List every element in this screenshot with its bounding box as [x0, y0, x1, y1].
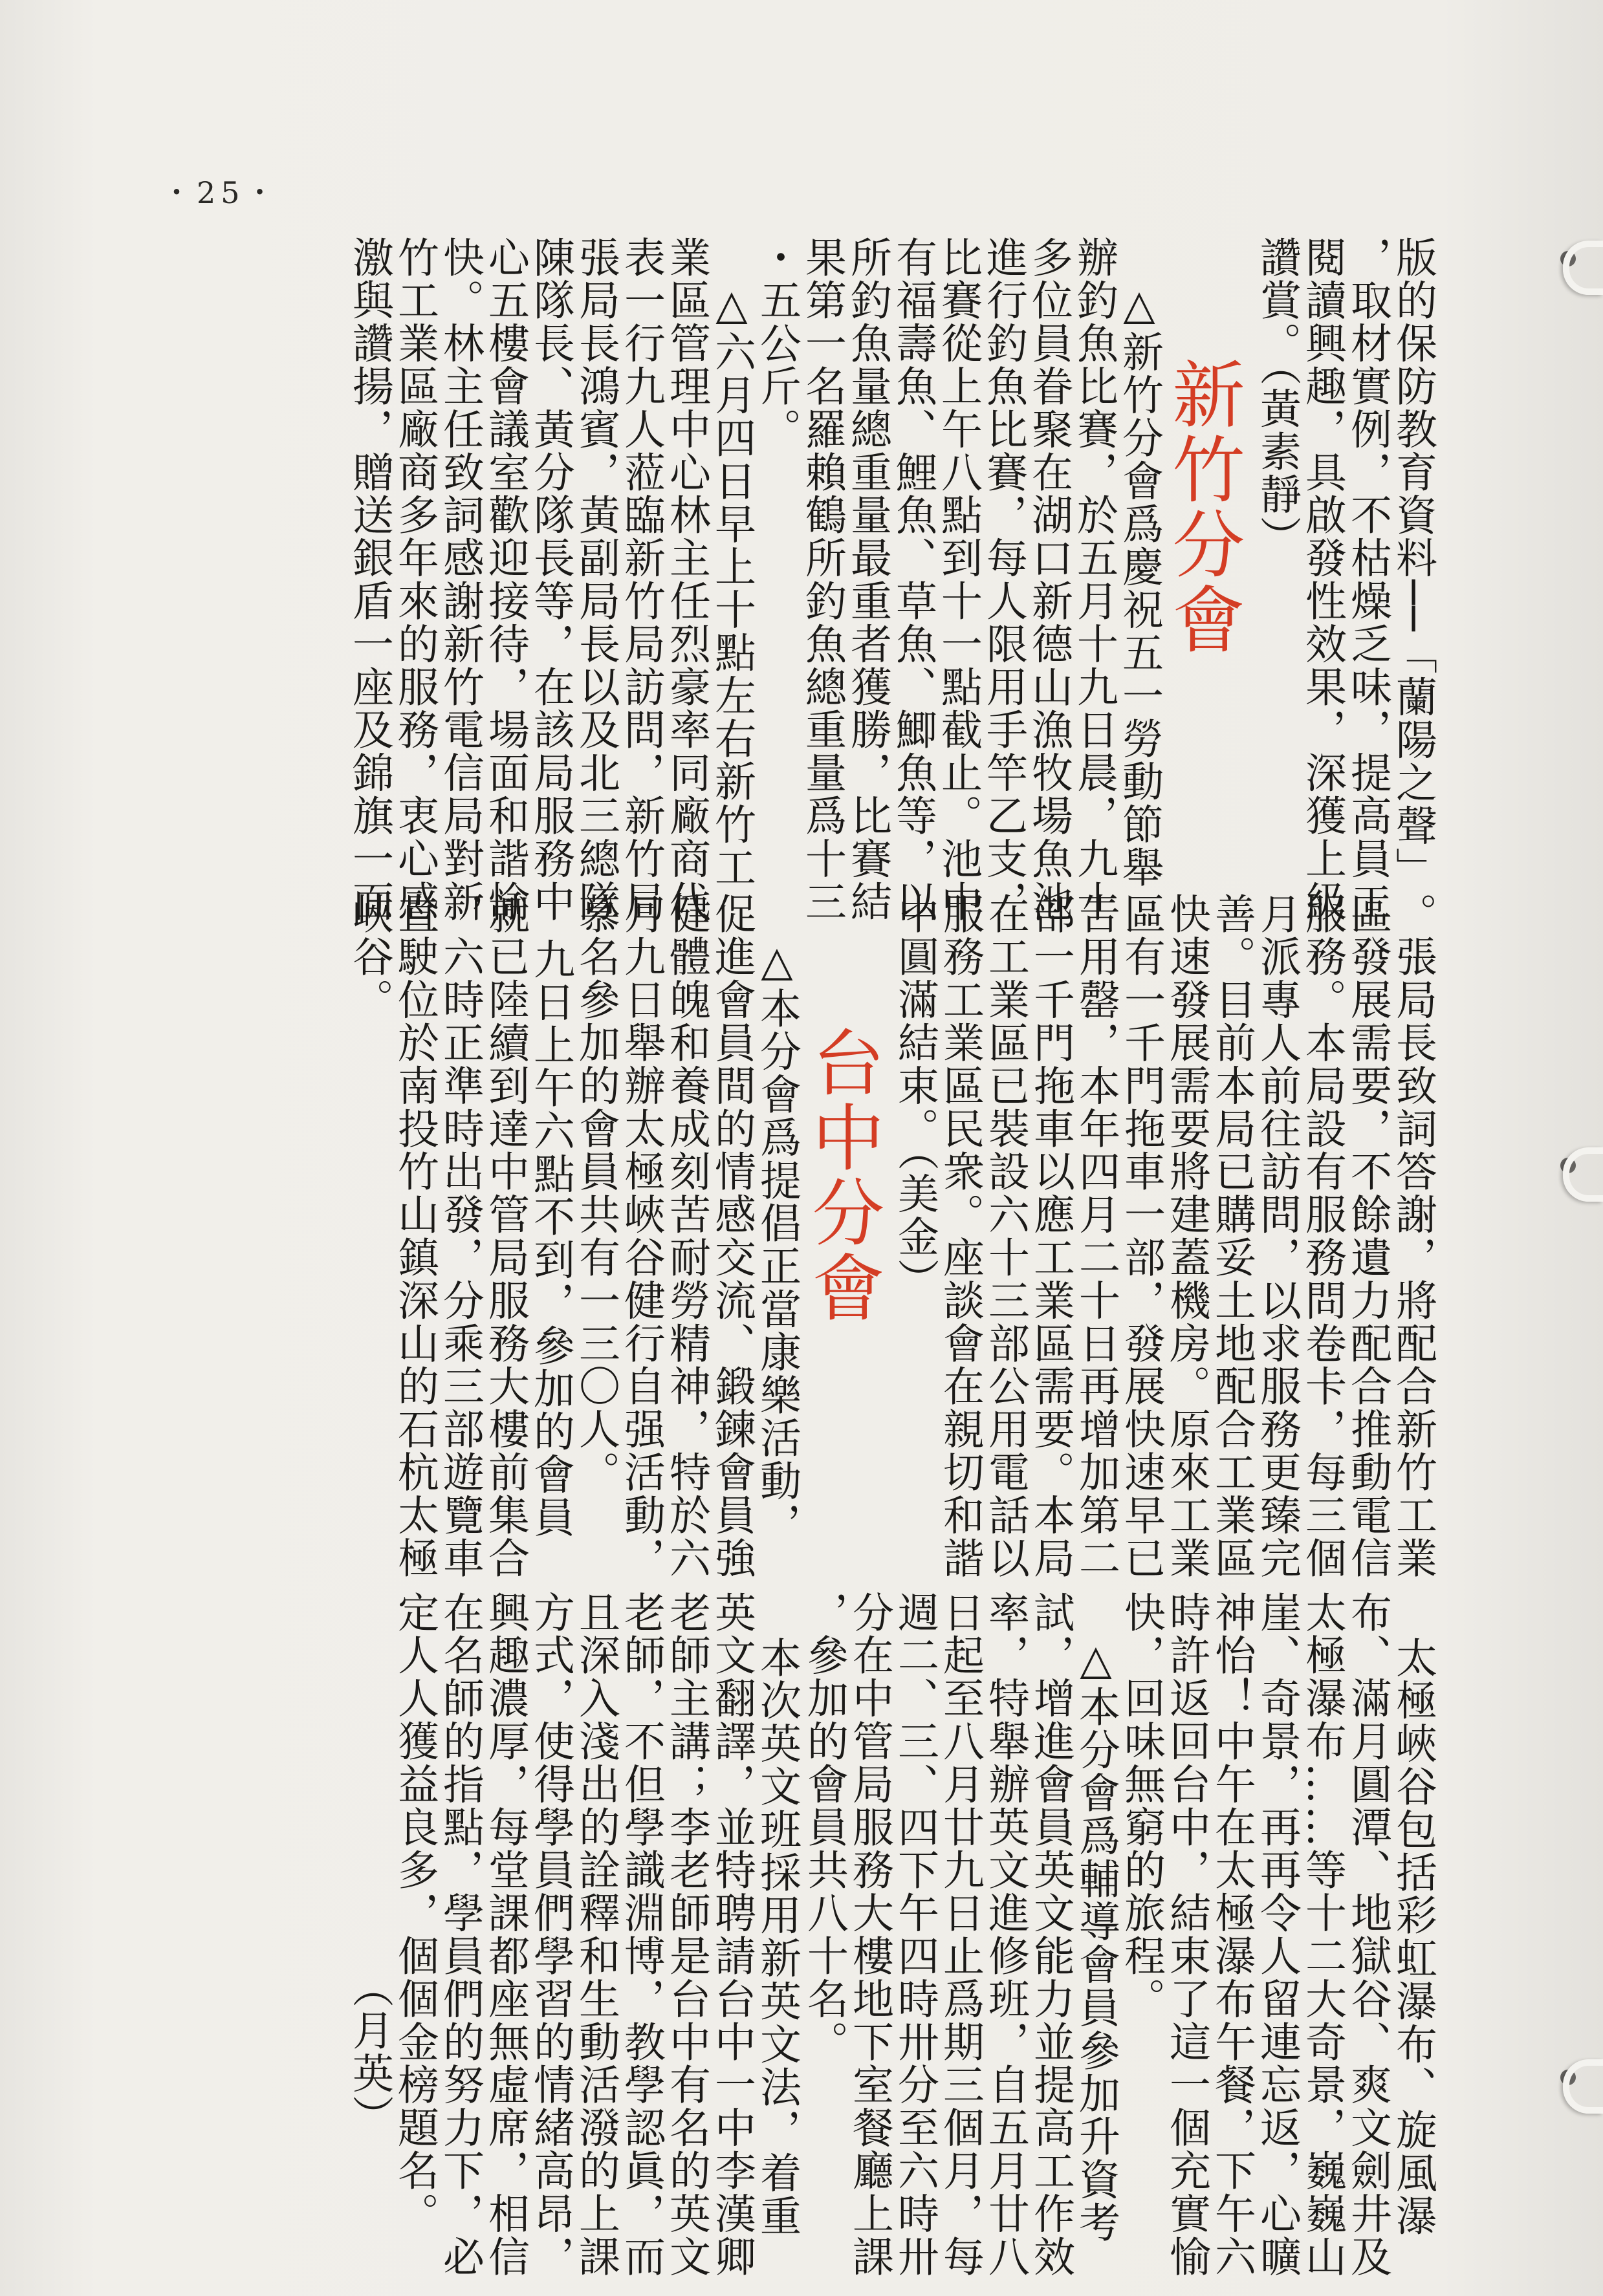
text-column: 所釣魚量總重量最重者獲勝，比賽結: [844, 236, 891, 924]
text-column: 果第一名羅賴鶴所釣魚總重量爲十三: [798, 236, 846, 924]
text-column: 率，特舉辦英文進修班，自五月廿八: [981, 1591, 1029, 2279]
text-column: ，取材實例，不枯燥乏味，提高員工: [1344, 236, 1391, 924]
text-column: 月九日舉辦太極峽谷健行自强活動，: [617, 893, 665, 1580]
text-column: 九日上午六點不到，參加的會員: [527, 938, 574, 1539]
text-column: 服務。本局設有服務問卷卡，每三個: [1298, 893, 1346, 1580]
text-column: △本分會爲輔導會員參加升資考: [1072, 1636, 1120, 2244]
text-column: 方式，使得學員們學習的情緒高昂，: [527, 1591, 574, 2279]
text-column: 太極峽谷包括彩虹瀑布、旋風瀑: [1389, 1636, 1437, 2238]
text-column: 時許返回台中，結束了這一個充實愉: [1162, 1591, 1210, 2279]
lower-text-block: [0, 1565, 1603, 2296]
text-column: 進行釣魚比賽，每人限用手竿乙支，: [979, 236, 1027, 924]
text-column: 就已陸續到達中管局服務大樓前集合: [481, 893, 529, 1580]
text-column: 快速發展需要將建蓋機房。原來工業: [1162, 893, 1210, 1580]
text-column: 辦釣魚比賽，於五月十九日晨，九十: [1070, 236, 1118, 924]
text-column: 促進會員間的情感交流、鍛鍊會員強: [708, 893, 756, 1580]
text-column: 比賽從上午八點到十一點截止。池中: [934, 236, 982, 924]
text-column: 月派專人前往訪問，以求服務更臻完: [1253, 893, 1301, 1580]
upper-text-block: [0, 0, 1603, 924]
text-column: 且深入淺出的詮釋和生動活潑的上課: [572, 1591, 620, 2279]
text-column: 。張局長致詞答謝，將配合新竹工業: [1389, 893, 1437, 1580]
text-column: 區有一千門拖車一部，發展快速早已: [1117, 893, 1165, 1580]
middle-text-block: [0, 867, 1603, 1580]
text-column: 慕名參加的會員共有一三〇人。: [572, 893, 620, 1494]
text-column: 分在中管局服務大樓地下室餐廳上課: [845, 1591, 893, 2279]
text-column: 讚賞。（黃素靜）: [1253, 236, 1301, 559]
text-column: 崖、奇景，再再令人留連忘返，心曠: [1253, 1591, 1301, 2279]
text-column: ，參加的會員共八十名。: [800, 1591, 848, 2064]
text-column: 善。目前本局已購妥土地配合工業區: [1208, 893, 1256, 1580]
text-column: 峽谷。: [345, 893, 393, 1022]
text-column: 區發展需要，不餘遺力配合推動電信: [1344, 893, 1391, 1580]
text-column: 定人人獲益良多，個個金榜題名。: [391, 1591, 439, 2235]
text-column: 服務工業區民衆。座談會在親切和諧: [936, 893, 984, 1580]
text-column: △六月四日早上十點左右新竹工: [708, 281, 756, 889]
text-column: 英文翻譯，並特聘請台中一中李漢卿: [708, 1591, 756, 2279]
text-column: 興趣濃厚，每堂課都座無虛席，相信: [481, 1591, 529, 2279]
section-heading-hsinchu: 新竹分會: [1161, 357, 1245, 657]
text-column: ，六時正準時出發，分乘三部遊覽車: [436, 893, 484, 1580]
text-column: 直駛位於南投竹山鎮深山的石杭太極: [391, 893, 439, 1580]
section-heading-taichung: 台中分會: [800, 1025, 884, 1325]
text-column: 業區管理中心林主任烈豪率同廠商代: [662, 236, 710, 924]
text-column: 本次英文班採用新英文法，着重: [753, 1636, 801, 2238]
text-column: 中圓滿結束。（美金）: [891, 893, 939, 1301]
text-column: 日起至八月廿九日止爲期三個月，每: [936, 1591, 984, 2279]
text-column: △新竹分會爲慶祝五一勞動節舉: [1115, 281, 1163, 889]
text-column: 週二、三、四下午四時卅分至六時卅: [891, 1591, 939, 2279]
text-column: △本分會爲提倡正當康樂活動，: [753, 938, 801, 1546]
text-column: 在工業區已裝設六十三部公用電話以: [981, 893, 1029, 1580]
text-column: 張局長鴻賓，黃副局長以及北三總隊: [572, 236, 620, 924]
text-column: 老師主講；李老師是台中有名的英文: [662, 1591, 710, 2279]
text-column: （月英）: [345, 1966, 393, 2138]
text-column: 表一行九人蒞臨新竹局訪問，新竹局: [617, 236, 665, 924]
text-column: 快，回味無窮的旅程。: [1117, 1591, 1165, 2020]
text-column: 有福壽魚、鯉魚、草魚、鯽魚等，以: [889, 236, 937, 924]
text-column: 陳隊長、黃分隊長等，在該局服務中: [527, 236, 574, 924]
text-column: 快。林主任致詞感謝新竹電信局對新: [436, 236, 484, 924]
text-column: 在名師的指點，學員們的努力下，必: [436, 1591, 484, 2279]
text-column: ・五公斤。: [753, 236, 801, 451]
text-column: 心五樓會議室歡迎接待，場面和諧愉: [481, 236, 529, 924]
text-column: 太極瀑布……等十二大奇景，巍巍山: [1298, 1591, 1346, 2279]
text-column: 老師，不但學識淵博，教學認眞，而: [617, 1591, 665, 2279]
text-column: 神怡！中午在太極瀑布午餐，下午六: [1208, 1591, 1256, 2279]
text-column: 布、滿月圓潭、地獄谷、爽文劍井及: [1344, 1591, 1391, 2279]
text-column: 多位員眷聚在湖口新德山漁牧場魚池: [1025, 236, 1073, 924]
text-column: 激與讚揚，贈送銀盾一座及錦旗一面: [345, 236, 393, 924]
text-column: 健體魄和養成刻苦耐勞精神，特於六: [662, 893, 710, 1580]
text-column: 告用罄，本年四月二十日再增加第二: [1072, 893, 1120, 1580]
page-number: ・25・: [162, 175, 280, 210]
text-column: 閱讀興趣，具啟發性效果，深獲上級: [1298, 236, 1346, 924]
text-column: 竹工業區廠商多年來的服務，衷心感: [391, 236, 439, 924]
text-column: 部一千門拖車以應工業區需要。本局: [1027, 893, 1074, 1580]
text-column: 版的保防教育資料──「蘭陽之聲」: [1389, 236, 1437, 891]
text-column: 試，增進會員英文能力並提高工作效: [1027, 1591, 1074, 2279]
